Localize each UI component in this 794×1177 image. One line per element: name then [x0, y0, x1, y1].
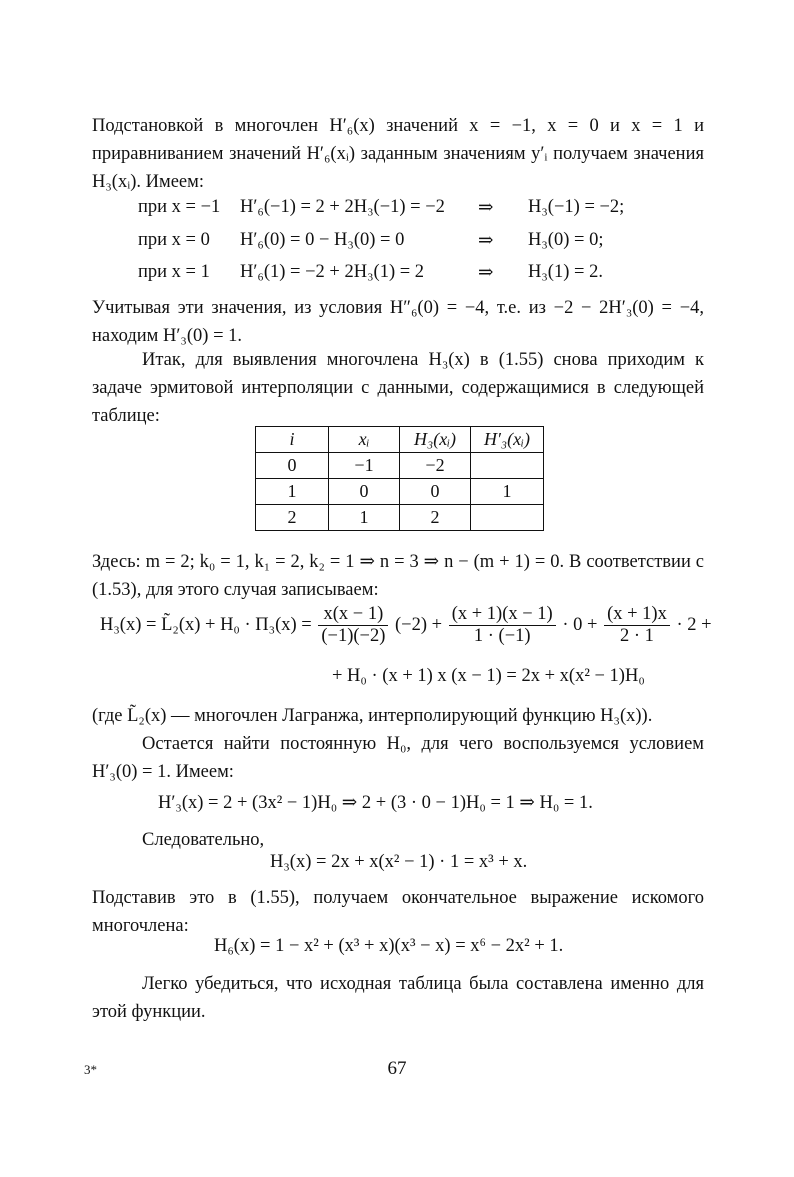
signature-mark: 3*	[84, 1062, 97, 1077]
case-expression: H′₆(−1) = 2 + 2H₃(−1) = −2	[240, 197, 445, 217]
paragraph-conclusion: Легко убедиться, что исходная таблица была составлена именно для этой функции.	[92, 974, 704, 1022]
paragraph-substitution: Подстановкой в многочлен H′₆(x) значений x = −1, x = 0 и x = 1 и приравниванием значений H′₆(xᵢ) заданным значениям y′ᵢ получаем значения H₃(xᵢ). Имеем:	[92, 116, 704, 192]
paragraph-substitute: Подставив это в (1.55), получаем окончательное выражение искомого многочлена:	[92, 888, 704, 936]
paragraph-find-constant: Остается найти постоянную H₀, для чего воспользуемся условием H′₃(0) = 1. Имеем:	[92, 734, 704, 782]
data-table	[255, 426, 544, 531]
case-expression: H′₆(1) = −2 + 2H₃(1) = 2	[240, 262, 425, 282]
implies-arrow: ⇒	[478, 231, 494, 251]
formula-hermite-expansion	[100, 604, 712, 647]
fraction	[449, 604, 556, 647]
formula-lhs: H₃(x) = L̃₂(x) + H₀ · Π₃(x) =	[100, 614, 312, 635]
table-cell: 0	[256, 453, 329, 479]
table-row	[256, 479, 544, 505]
table-cell	[471, 453, 544, 479]
fraction-denominator: (−1)(−2)	[321, 626, 386, 646]
table-cell: −1	[329, 453, 400, 479]
table-row	[256, 453, 544, 479]
table-cell: 1	[256, 479, 329, 505]
fraction-numerator: (x + 1)(x − 1)	[449, 604, 556, 626]
paragraph-parameters: Здесь: m = 2; k₀ = 1, k₁ = 2, k₂ = 1 ⇒ n = 3 ⇒ n − (m + 1) = 0. В соответствии с (1.53), для этого случая записываем:	[92, 552, 704, 600]
table-cell: 0	[329, 479, 400, 505]
fraction-numerator: (x + 1)x	[604, 604, 670, 626]
implies-arrow: ⇒	[478, 198, 494, 218]
table-cell: −2	[400, 453, 471, 479]
fraction-numerator: x(x − 1)	[318, 604, 388, 626]
table-cell: 2	[256, 505, 329, 531]
table-cell: 1	[471, 479, 544, 505]
formula-derivative: H′₃(x) = 2 + (3x² − 1)H₀ ⇒ 2 + (3 · 0 − 1)H₀ = 1 ⇒ H₀ = 1.	[158, 793, 593, 813]
fraction	[318, 604, 388, 647]
table-row	[256, 505, 544, 531]
table-header: H′₃(xᵢ)	[471, 427, 544, 453]
table-cell: 0	[400, 479, 471, 505]
paragraph-therefore: Следовательно,	[142, 830, 265, 850]
case-result: H₃(1) = 2.	[528, 262, 603, 282]
case-result: H₃(0) = 0;	[528, 230, 604, 250]
table-cell: 1	[329, 505, 400, 531]
table-header: H₃(xᵢ)	[400, 427, 471, 453]
table-header-row	[256, 427, 544, 453]
formula-h6: H₆(x) = 1 − x² + (x³ + x)(x³ − x) = x⁶ − 2x² + 1.	[214, 936, 564, 956]
formula-term: (−2) +	[395, 614, 443, 635]
paragraph-hermite-task: Итак, для выявления многочлена H₃(x) в (1.55) снова приходим к задаче эрмитовой интерполяции с данными, содержащимися в следующей таблице:	[92, 350, 704, 426]
table-cell: 2	[400, 505, 471, 531]
case-label: при x = 0	[138, 230, 210, 250]
paragraph-conditions: Учитывая эти значения, из условия H″₆(0) = −4, т.е. из −2 − 2H′₃(0) = −4, находим H′₃(0) = 1.	[92, 298, 704, 346]
table-header: i	[256, 427, 329, 453]
page-number: 67	[387, 1058, 407, 1079]
formula-continuation: + H₀ · (x + 1) x (x − 1) = 2x + x(x² − 1)H₀	[332, 666, 645, 686]
paragraph-lagrange-note: (где L̃₂(x) — многочлен Лагранжа, интерполирующий функцию H₃(x)).	[92, 706, 653, 726]
table-header: xᵢ	[329, 427, 400, 453]
table-cell	[471, 505, 544, 531]
fraction	[604, 604, 670, 647]
formula-h3: H₃(x) = 2x + x(x² − 1) · 1 = x³ + x.	[270, 852, 528, 872]
formula-term: · 2 +	[676, 614, 712, 635]
fraction-denominator: 1 · (−1)	[473, 626, 531, 646]
case-result: H₃(−1) = −2;	[528, 197, 625, 217]
case-label: при x = 1	[138, 262, 210, 282]
formula-term: · 0 +	[562, 614, 598, 635]
case-label: при x = −1	[138, 197, 221, 217]
case-expression: H′₆(0) = 0 − H₃(0) = 0	[240, 230, 405, 250]
implies-arrow: ⇒	[478, 263, 494, 283]
fraction-denominator: 2 · 1	[620, 626, 654, 646]
